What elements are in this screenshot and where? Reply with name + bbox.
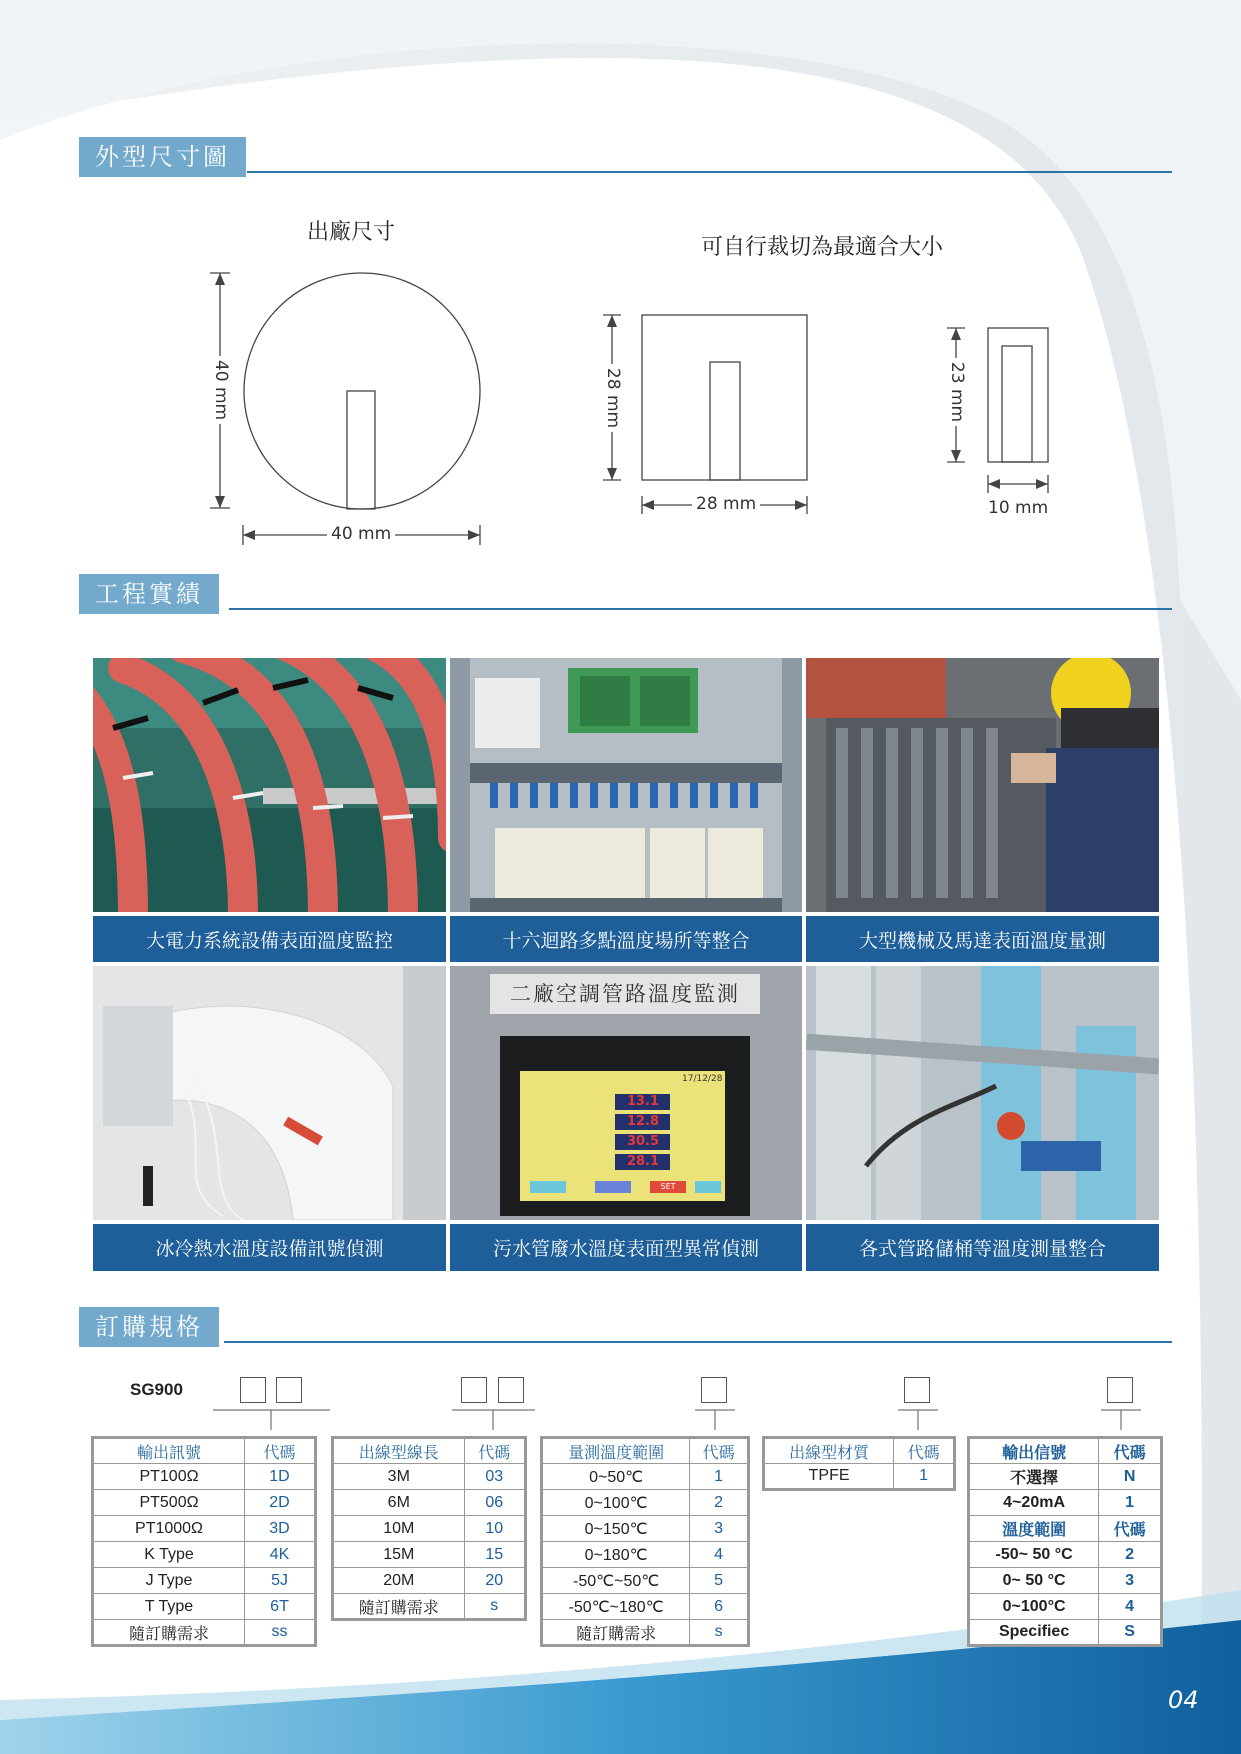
- table-row: PT100Ω 1D: [93, 1464, 316, 1490]
- strip-sensor-outline: [988, 328, 1048, 462]
- table-header: 代碼: [1099, 1438, 1162, 1464]
- table-header: 輸出信號: [969, 1438, 1099, 1464]
- code-box: [461, 1377, 487, 1403]
- table-header: 代碼: [690, 1438, 749, 1464]
- spec-table-cable-length: [331, 1436, 527, 1621]
- page-number: 04: [1168, 1686, 1199, 1714]
- hmi-value: 12.8: [626, 1114, 660, 1129]
- strip-width-dim: 10 mm: [984, 498, 1052, 518]
- project-caption: 大型機械及馬達表面溫度量測: [806, 916, 1159, 962]
- photo-hmi-display: [450, 966, 802, 1220]
- section-tag: 訂購規格: [79, 1307, 219, 1347]
- table-header: 代碼: [464, 1438, 525, 1464]
- spec-table-cable-material: [762, 1436, 956, 1491]
- table-header: 出線型線長: [333, 1438, 465, 1464]
- section-header-ordering: [79, 1307, 1172, 1347]
- hmi-sign: 二廠空調管路溫度監測: [510, 982, 740, 1006]
- project-caption: 污水管廢水溫度表面型異常偵測: [450, 1224, 802, 1271]
- project-caption: 冰冷熱水溫度設備訊號偵測: [93, 1224, 446, 1271]
- table-row: 0~100℃ 2: [542, 1490, 749, 1516]
- table-row: PT500Ω 2D: [93, 1490, 316, 1516]
- circle-tab-outline: [347, 391, 375, 509]
- dimension-drawing: [0, 0, 1241, 560]
- table-row: K Type 4K: [93, 1542, 316, 1568]
- table-row: -50~ 50 °C 2: [969, 1542, 1162, 1568]
- table-header: 代碼: [245, 1438, 316, 1464]
- factory-size-label: 出廠尺寸: [307, 220, 396, 245]
- table-row: -50℃~180℃ 6: [542, 1594, 749, 1620]
- table-row: 0~100°C 4: [969, 1594, 1162, 1620]
- section-tag: 工程實績: [79, 574, 219, 614]
- photo-motor-worker: [806, 658, 1159, 912]
- table-row: 15M 15: [333, 1542, 526, 1568]
- hmi-value: 13.1: [626, 1094, 660, 1109]
- table-row: 不選擇 N: [969, 1464, 1162, 1490]
- square-height-dim: 28 mm: [603, 364, 623, 432]
- strip-height-dim: 23 mm: [947, 358, 967, 426]
- table-row: Specifiec S: [969, 1620, 1162, 1646]
- table-row: 0~150℃ 3: [542, 1516, 749, 1542]
- table-subheader: 溫度範圍: [969, 1516, 1099, 1542]
- photo-red-cables: [93, 658, 446, 912]
- code-box: [276, 1377, 302, 1403]
- code-box: [904, 1377, 930, 1403]
- table-row: 0~50℃ 1: [542, 1464, 749, 1490]
- table-row: 6M 06: [333, 1490, 526, 1516]
- table-row: 0~180℃ 4: [542, 1542, 749, 1568]
- table-row: J Type 5J: [93, 1568, 316, 1594]
- square-sensor-outline: [642, 315, 807, 480]
- table-header: 輸出訊號: [93, 1438, 245, 1464]
- table-row: 0~ 50 °C 3: [969, 1568, 1162, 1594]
- photo-control-panel: [450, 658, 802, 912]
- project-caption: 各式管路儲桶等溫度測量整合: [806, 1224, 1159, 1271]
- circle-width-dim: 40 mm: [327, 524, 395, 544]
- circle-height-dim: 40 mm: [211, 356, 231, 424]
- section-header-projects: [79, 574, 1172, 614]
- table-header: 量測溫度範圍: [542, 1438, 690, 1464]
- code-box: [240, 1377, 266, 1403]
- table-row: 3M 03: [333, 1464, 526, 1490]
- table-row: -50℃~50℃ 5: [542, 1568, 749, 1594]
- spec-table-temp-range: [540, 1436, 750, 1647]
- table-row: TPFE 1: [764, 1464, 955, 1490]
- hmi-set-button: SET: [660, 1182, 676, 1191]
- code-box: [498, 1377, 524, 1403]
- section-rule: [229, 608, 1172, 610]
- table-header: 出線型材質: [764, 1438, 894, 1464]
- model-number: SG900: [130, 1380, 183, 1399]
- strip-tab-outline: [1002, 346, 1032, 462]
- spec-table-output-signal: [91, 1436, 317, 1647]
- section-rule: [224, 1341, 1172, 1343]
- project-photo-grid: [93, 658, 1159, 1271]
- table-row: 20M 20: [333, 1568, 526, 1594]
- photo-insulated-pipe: [93, 966, 446, 1220]
- code-box: [701, 1377, 727, 1403]
- table-subheader: 代碼: [1099, 1516, 1162, 1542]
- square-width-dim: 28 mm: [692, 494, 760, 514]
- spec-table-output-option: [967, 1436, 1163, 1647]
- section-tag: 外型尺寸圖: [79, 137, 246, 177]
- code-box: [1107, 1377, 1133, 1403]
- project-caption: 十六迴路多點溫度場所等整合: [450, 916, 802, 962]
- table-row: 隨訂購需求 s: [542, 1620, 749, 1646]
- square-tab-outline: [710, 362, 740, 480]
- photo-pipeline: [806, 966, 1159, 1220]
- table-row: 隨訂購需求 s: [333, 1594, 526, 1620]
- table-row: 隨訂購需求 ss: [93, 1620, 316, 1646]
- table-header: 代碼: [894, 1438, 955, 1464]
- table-row: 10M 10: [333, 1516, 526, 1542]
- table-row: T Type 6T: [93, 1594, 316, 1620]
- project-caption: 大電力系統設備表面溫度監控: [93, 916, 446, 962]
- cut-size-label: 可自行裁切為最適合大小: [701, 235, 944, 260]
- hmi-value: 28.1: [626, 1154, 660, 1169]
- hmi-value: 30.5: [626, 1134, 660, 1149]
- hmi-date: 17/12/28: [682, 1074, 723, 1084]
- table-row: PT1000Ω 3D: [93, 1516, 316, 1542]
- table-row: 4~20mA 1: [969, 1490, 1162, 1516]
